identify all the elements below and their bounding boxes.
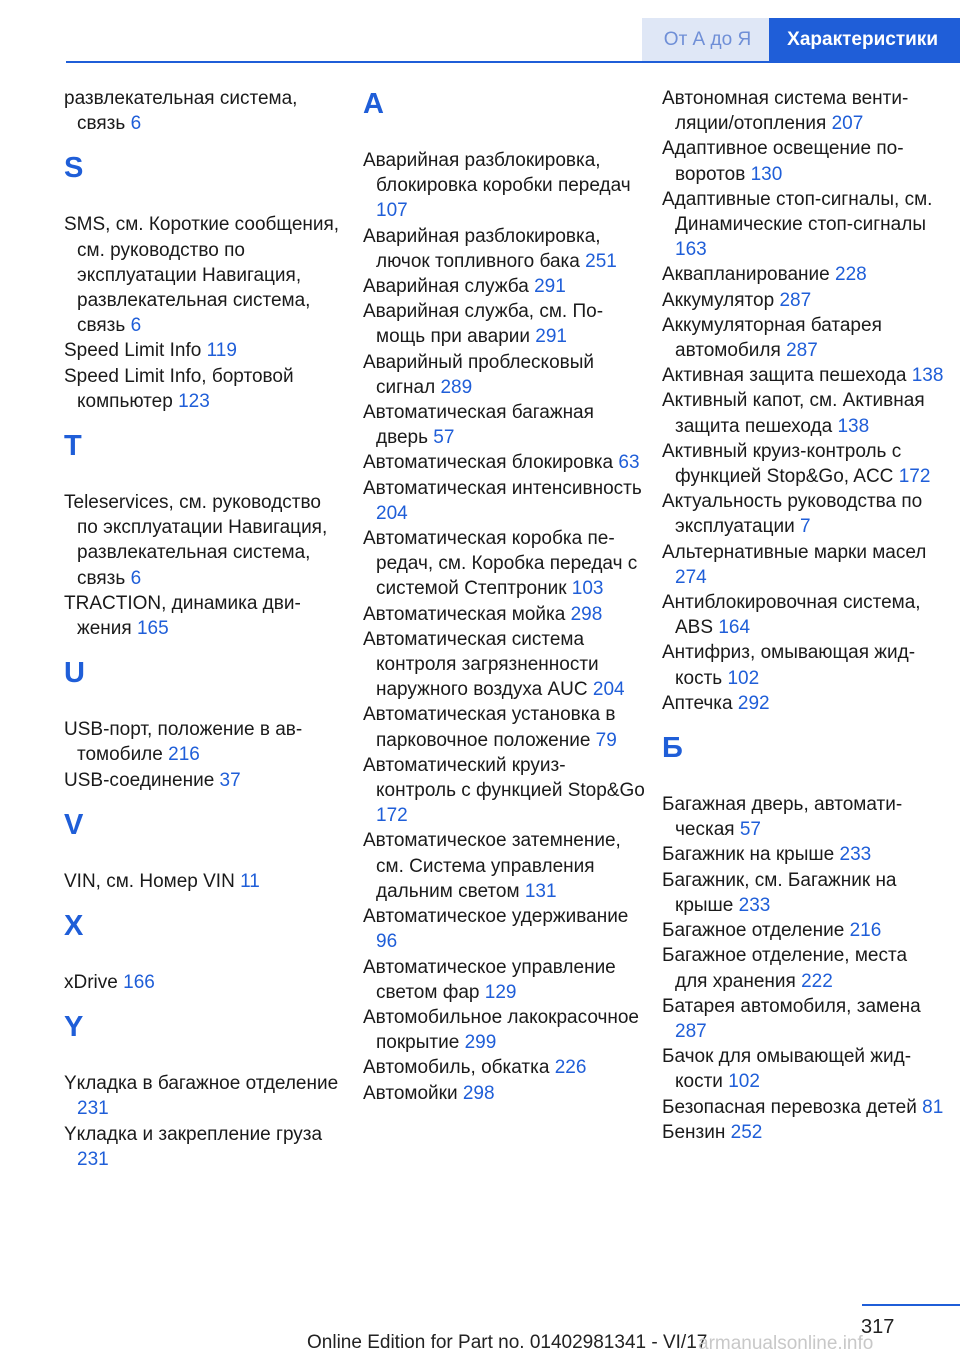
page-link[interactable]: 298 bbox=[570, 603, 603, 625]
index-entry-text: Активный круиз-контроль с функцией Stop&Go, ACC bbox=[662, 440, 902, 488]
index-letter-heading: Б bbox=[662, 732, 683, 765]
index-entry-text: Аварийная разблокировка, лючок топливного бака bbox=[363, 225, 601, 272]
edition-label: Online Edition for Part no. 01402981341 - VI/17 bbox=[307, 1332, 708, 1353]
page-link[interactable]: 6 bbox=[130, 315, 142, 337]
page-number: 317 bbox=[861, 1316, 895, 1338]
index-entry bbox=[662, 540, 944, 590]
index-entry-text: Аварийная служба, см. Помощь при аварии bbox=[363, 301, 604, 348]
index-entry bbox=[64, 717, 346, 767]
page-link[interactable]: 231 bbox=[77, 1148, 109, 1170]
index-entry-text: Автоматическая багажная дверь bbox=[363, 402, 594, 449]
index-entry bbox=[363, 526, 645, 602]
index-entry bbox=[363, 450, 645, 475]
page-link[interactable]: 81 bbox=[922, 1096, 944, 1118]
index-entry bbox=[363, 702, 645, 752]
index-entry bbox=[662, 1095, 944, 1120]
index-entry bbox=[64, 869, 346, 894]
index-entry bbox=[662, 918, 944, 943]
index-entry-text: xDrive bbox=[64, 972, 118, 994]
page-link[interactable]: 57 bbox=[739, 819, 761, 841]
page-link[interactable]: 96 bbox=[376, 931, 398, 953]
page-link[interactable]: 222 bbox=[801, 970, 833, 992]
index-entry bbox=[363, 602, 645, 627]
index-entry bbox=[363, 148, 645, 224]
index-entry-text: Активный капот, см. Активная защита пешехода bbox=[662, 390, 925, 437]
index-column-3 bbox=[662, 86, 944, 1145]
header-divider bbox=[66, 61, 960, 63]
index-letter-heading: V bbox=[64, 808, 84, 841]
index-entry-text: Аптечка bbox=[662, 692, 733, 714]
page-link[interactable]: 216 bbox=[849, 920, 882, 942]
index-entry-text: Багажная дверь, автоматическая bbox=[662, 794, 903, 841]
page-link[interactable]: 166 bbox=[123, 972, 155, 994]
page-link[interactable]: 233 bbox=[839, 844, 872, 866]
index-entry bbox=[64, 1122, 346, 1172]
index-entry bbox=[662, 489, 944, 539]
page-link[interactable]: 252 bbox=[730, 1121, 763, 1143]
index-entry bbox=[363, 1081, 645, 1106]
index-entry-text: Speed Limit Info, бортовой компьютер bbox=[64, 365, 294, 412]
index-entry-text: Активная защита пешехода bbox=[662, 365, 907, 387]
page-link[interactable]: 251 bbox=[585, 250, 617, 272]
page-link[interactable]: 204 bbox=[376, 502, 408, 524]
index-entry bbox=[363, 274, 645, 299]
index-entry bbox=[662, 388, 944, 438]
page-link[interactable]: 123 bbox=[178, 390, 210, 412]
chapter-tab[interactable]: Характеристики bbox=[769, 18, 960, 62]
index-entry bbox=[662, 86, 944, 136]
page-link[interactable]: 292 bbox=[737, 692, 770, 714]
page-link[interactable]: 103 bbox=[571, 578, 604, 600]
index-entry-text: Автомобиль, обкатка bbox=[363, 1057, 550, 1079]
index-entry bbox=[662, 1044, 944, 1094]
index-entry bbox=[363, 627, 645, 703]
page-link[interactable]: 204 bbox=[592, 679, 625, 701]
index-letter-heading: T bbox=[64, 430, 82, 463]
index-entry-text: VIN, см. Номер VIN bbox=[64, 870, 235, 892]
index-entry bbox=[662, 439, 944, 489]
index-entry-text: Аварийная разблокировка, блокировка коробки передач bbox=[363, 150, 631, 197]
index-entry-text: USB-порт, положение в автомобиле bbox=[64, 719, 303, 766]
page-link[interactable]: 119 bbox=[206, 340, 237, 362]
index-entry-text: Автоматический круиз-контроль с функцией Stop&Go bbox=[363, 754, 645, 802]
page-link[interactable]: 172 bbox=[898, 466, 931, 488]
index-entry-text: Аккумуляторная батарея автомобиля bbox=[662, 314, 882, 362]
index-entry-text: Адаптивные стоп-сигналы, см. Динамические стоп-сигналы bbox=[662, 188, 933, 236]
index-entry-text: Автомобильное лакокрасочное покрытие bbox=[363, 1006, 640, 1054]
index-entry-text: Аварийный проблесковый сигнал bbox=[363, 351, 595, 398]
page-link[interactable]: 57 bbox=[433, 427, 455, 449]
index-entry bbox=[662, 187, 944, 263]
index-entry bbox=[662, 288, 944, 313]
index-entry bbox=[662, 691, 944, 716]
page-link[interactable]: 102 bbox=[727, 667, 760, 689]
page-link[interactable]: 7 bbox=[799, 516, 811, 538]
index-entry-text: Teleservices, см. руководство по эксплуатации Навигация, развлекательная система, связь bbox=[64, 492, 328, 589]
index-entry bbox=[64, 768, 346, 793]
page-link[interactable]: 287 bbox=[675, 1020, 707, 1042]
page-link[interactable]: 164 bbox=[718, 617, 751, 639]
page-link[interactable]: 291 bbox=[534, 276, 566, 298]
index-entry bbox=[64, 591, 346, 641]
index-entry bbox=[662, 590, 944, 640]
page-link[interactable]: 172 bbox=[376, 805, 408, 827]
page-link[interactable]: 107 bbox=[376, 200, 408, 222]
index-entry-text: Бачок для омывающей жидкости bbox=[662, 1046, 912, 1093]
index-entry-text: Автоматическая установка в парковочное положение bbox=[363, 704, 616, 751]
index-entry-text: SMS, см. Короткие сообщения, см. руководство по эксплуатации Навигация, развлекательная система, связь bbox=[64, 214, 340, 337]
section-tab[interactable]: От А до Я bbox=[642, 18, 769, 62]
page-link[interactable]: 226 bbox=[554, 1057, 587, 1079]
index-entry bbox=[363, 1055, 645, 1080]
index-entry-text: Актуальность руководства по эксплуатации bbox=[662, 491, 923, 538]
index-entry-text: развлекательная система, связь bbox=[64, 88, 298, 135]
index-entry-text: Автомойки bbox=[363, 1082, 458, 1104]
page-link[interactable]: 6 bbox=[130, 567, 142, 589]
page-link[interactable]: 6 bbox=[130, 113, 142, 135]
index-entry-text: Автономная система вентиляции/отопления bbox=[662, 88, 909, 135]
index-entry bbox=[64, 212, 346, 338]
index-entry-text: Батарея автомобиля, замена bbox=[662, 995, 921, 1017]
page-link[interactable]: 299 bbox=[464, 1032, 497, 1054]
index-column-2 bbox=[363, 86, 645, 1106]
page-link[interactable]: 287 bbox=[779, 289, 812, 311]
index-entry bbox=[363, 904, 645, 954]
page-link[interactable]: 79 bbox=[595, 729, 617, 751]
index-entry-text: Адаптивное освещение поворотов bbox=[662, 138, 904, 185]
index-entry bbox=[64, 490, 346, 591]
index-entry bbox=[662, 262, 944, 287]
index-entry bbox=[662, 842, 944, 867]
index-entry-text: Антифриз, омывающая жидкость bbox=[662, 642, 916, 689]
index-entry bbox=[64, 970, 346, 995]
page-link[interactable]: 231 bbox=[77, 1098, 109, 1120]
page-link[interactable]: 289 bbox=[440, 376, 473, 398]
page-link[interactable]: 163 bbox=[675, 239, 707, 261]
index-entry bbox=[662, 792, 944, 842]
index-entry-text: Альтернативные марки масел bbox=[662, 541, 927, 563]
index-entry bbox=[363, 224, 645, 274]
index-entry bbox=[363, 1005, 645, 1055]
index-entry bbox=[662, 994, 944, 1044]
index-entry-text: Аквапланирование bbox=[662, 264, 830, 286]
index-entry-text: Автоматическая блокировка bbox=[363, 452, 614, 474]
page-link[interactable]: 138 bbox=[911, 365, 944, 387]
index-entry bbox=[662, 943, 944, 993]
footer-divider bbox=[862, 1304, 960, 1306]
index-entry bbox=[363, 476, 645, 526]
index-entry-text: Автоматическое управление светом фар bbox=[363, 956, 616, 1003]
index-letter-heading: X bbox=[64, 910, 84, 943]
index-entry bbox=[662, 363, 944, 388]
page-link[interactable]: 37 bbox=[219, 769, 241, 791]
index-entry bbox=[662, 313, 944, 363]
index-entry bbox=[662, 640, 944, 690]
index-entry bbox=[363, 753, 645, 829]
index-entry-text: Безопасная перевозка детей bbox=[662, 1096, 917, 1118]
index-entry-text: Автоматическая коробка передач, см. Коробка передач с системой Стептроник bbox=[363, 528, 638, 600]
index-entry bbox=[662, 1120, 944, 1145]
page-link[interactable]: 63 bbox=[618, 452, 640, 474]
index-entry bbox=[64, 338, 346, 363]
index-entry-text: Автоматическое затемнение, см. Система управления дальним светом bbox=[363, 830, 621, 902]
index-entry bbox=[363, 400, 645, 450]
index-entry-text: Speed Limit Info bbox=[64, 340, 202, 362]
page-link[interactable]: 138 bbox=[837, 415, 870, 437]
page-link[interactable]: 291 bbox=[535, 326, 567, 348]
index-entry bbox=[662, 868, 944, 918]
index-entry bbox=[662, 136, 944, 186]
page-link[interactable]: 102 bbox=[728, 1071, 760, 1093]
index-entry bbox=[64, 1071, 346, 1121]
index-entry bbox=[363, 299, 645, 349]
index-letter-heading: U bbox=[64, 657, 85, 690]
page-link[interactable]: 298 bbox=[462, 1082, 495, 1104]
index-entry-text: Багажник на крыше bbox=[662, 844, 835, 866]
index-entry-text: Багажное отделение bbox=[662, 920, 845, 942]
page-link[interactable]: 287 bbox=[786, 340, 818, 362]
page-link[interactable]: 11 bbox=[240, 870, 260, 892]
index-entry-text: USB-соединение bbox=[64, 769, 215, 791]
index-entry-text: Багажное отделение, места для хранения bbox=[662, 945, 908, 992]
watermark: armanualsonline.info bbox=[698, 1333, 874, 1354]
index-entry bbox=[363, 828, 645, 904]
index-entry bbox=[64, 86, 346, 136]
index-entry-text: Автоматическая интенсивность bbox=[363, 477, 642, 499]
header-bar bbox=[642, 18, 960, 62]
page-link[interactable]: 216 bbox=[168, 744, 200, 766]
page-link[interactable]: 165 bbox=[136, 618, 169, 640]
index-entry-text: Бензин bbox=[662, 1121, 726, 1143]
page-link[interactable]: 207 bbox=[831, 113, 864, 135]
page-link[interactable]: 129 bbox=[484, 981, 517, 1003]
index-entry-text: Автоматическая система контроля загрязненности наружного воздуха AUC bbox=[363, 628, 599, 701]
index-entry bbox=[363, 350, 645, 400]
index-entry-text: Антиблокировочная система, ABS bbox=[662, 592, 921, 639]
page-link[interactable]: 233 bbox=[738, 894, 771, 916]
page-link[interactable]: 228 bbox=[835, 264, 867, 286]
index-entry-text: Автоматическая мойка bbox=[363, 603, 566, 625]
index-entry bbox=[64, 364, 346, 414]
index-entry-text: TRACTION, динамика движения bbox=[64, 592, 301, 640]
page-link[interactable]: 130 bbox=[750, 163, 783, 185]
index-entry-text: Yкладка в багажное отделение bbox=[64, 1073, 339, 1095]
index-letter-heading: Y bbox=[64, 1011, 84, 1044]
index-letter-heading: А bbox=[363, 88, 384, 120]
index-entry-text: Аварийная служба bbox=[363, 276, 529, 298]
page-link[interactable]: 274 bbox=[675, 566, 707, 588]
index-column-1 bbox=[64, 86, 346, 1172]
index-entry-text: Аккумулятор bbox=[662, 289, 775, 311]
page-link[interactable]: 131 bbox=[524, 880, 557, 902]
index-entry-text: Автоматическое удерживание bbox=[363, 906, 629, 928]
index-letter-heading: S bbox=[64, 152, 84, 185]
index-entry-text: Yкладка и закрепление груза bbox=[64, 1123, 323, 1145]
index-entry-text: Багажник, см. Багажник на крыше bbox=[662, 869, 897, 916]
index-entry bbox=[363, 955, 645, 1005]
